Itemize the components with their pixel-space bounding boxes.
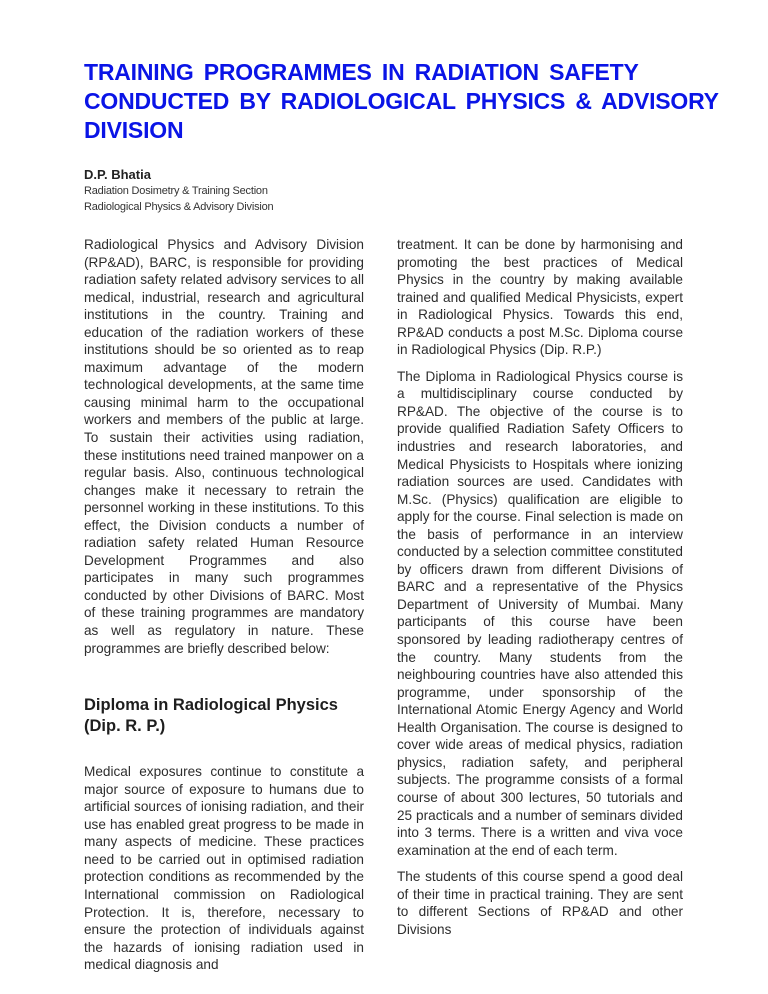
author-block — [84, 166, 273, 215]
author-affiliation-division: Radiological Physics & Advisory Division — [84, 201, 274, 213]
title-line-3: DIVISION — [84, 117, 184, 143]
practical-training-paragraph: The students of this course spend a good deal of their time in practical training. They are sent to different Sections of RP&AD and other Divisions — [397, 869, 683, 937]
title-line-1: TRAINING PROGRAMMES IN RADIATION SAFETY — [84, 59, 639, 85]
left-column — [84, 236, 364, 974]
right-column — [397, 236, 683, 938]
intro-paragraph: Radiological Physics and Advisory Division (RP&AD), BARC, is responsible for providing radiation safety related advisory services to all medical, industrial, research and agricultural institutions in the country. Training and education of the radiation workers of these institutions should be so oriented as to reap maximum advantage of the modern technological developments, at the same time causing minimal harm to the occupational workers and members of the public at large. To sustain their activities using radiation, these institutions need trained manpower on a regular basis. Also, continuous technological changes make it necessary to retrain the personnel working in these institutions. To this effect, the Division conducts a number of radiation safety related Human Resource Development Programmes and also participates in many such programmes conducted by other Divisions of BARC. Most of these training programmes are mandatory as well as regulatory in nature. These programmes are briefly described below: — [84, 237, 364, 656]
title-line-2: CONDUCTED BY RADIOLOGICAL PHYSICS & ADVISORY — [84, 88, 719, 114]
medical-exposures-paragraph: Medical exposures continue to constitute a major source of exposure to humans due to artificial sources of ionising radiation, and their use has enabled great progress to be made in many aspects of medicine. These practices need to be carried out in optimised radiation protection conditions as recommended by the International commission on Radiological Protection. It is, therefore, necessary to ensure the protection of individuals against the hazards of ionising radiation used in medical diagnosis and — [84, 764, 364, 973]
section-heading-line-2: (Dip. R. P.) — [84, 717, 166, 736]
document-title — [84, 58, 724, 145]
author-name: D.P. Bhatia — [84, 167, 151, 182]
treatment-paragraph: treatment. It can be done by harmonising and promoting the best practices of Medical Physics in the country by making available trained and qualified Medical Physicists, expert in Radiological Physics. Towards this end, RP&AD conducts a post M.Sc. Diploma course in Radiological Physics (Dip. R.P.) — [397, 237, 683, 358]
diploma-course-paragraph: The Diploma in Radiological Physics course is a multidisciplinary course conducted by RP&AD. The objective of the course is to provide qualified Radiation Safety Officers to industries and research laboratories, and Medical Physicists to Hospitals where ionizing radiation sources are used. Candidates with M.Sc. (Physics) qualification are eligible to apply for the course. Final selection is made on the basis of performance in an interview conducted by a selection committee constituted by officers drawn from different Divisions of BARC and a representative of the Physics Department of University of Mumbai. Many participants of this course have been sponsored by leading radiotherapy centres of the country. Many students from the neighbouring countries have also attended this programme, under sponsorship of the International Atomic Energy Agency and World Health Organisation. The course is designed to cover wide areas of medical physics, radiation physics, radiation safety, and peripheral subjects. The programme consists of a formal course of about 300 lectures, 50 tutorials and 25 practicals and a number of seminars divided into 3 terms. There is a written and viva voce examination at the end of each term. — [397, 368, 683, 858]
section-heading-line-1: Diploma in Radiological Physics — [84, 696, 338, 715]
author-affiliation-section: Radiation Dosimetry & Training Section — [84, 185, 268, 197]
section-heading-dip-rp — [84, 695, 364, 737]
